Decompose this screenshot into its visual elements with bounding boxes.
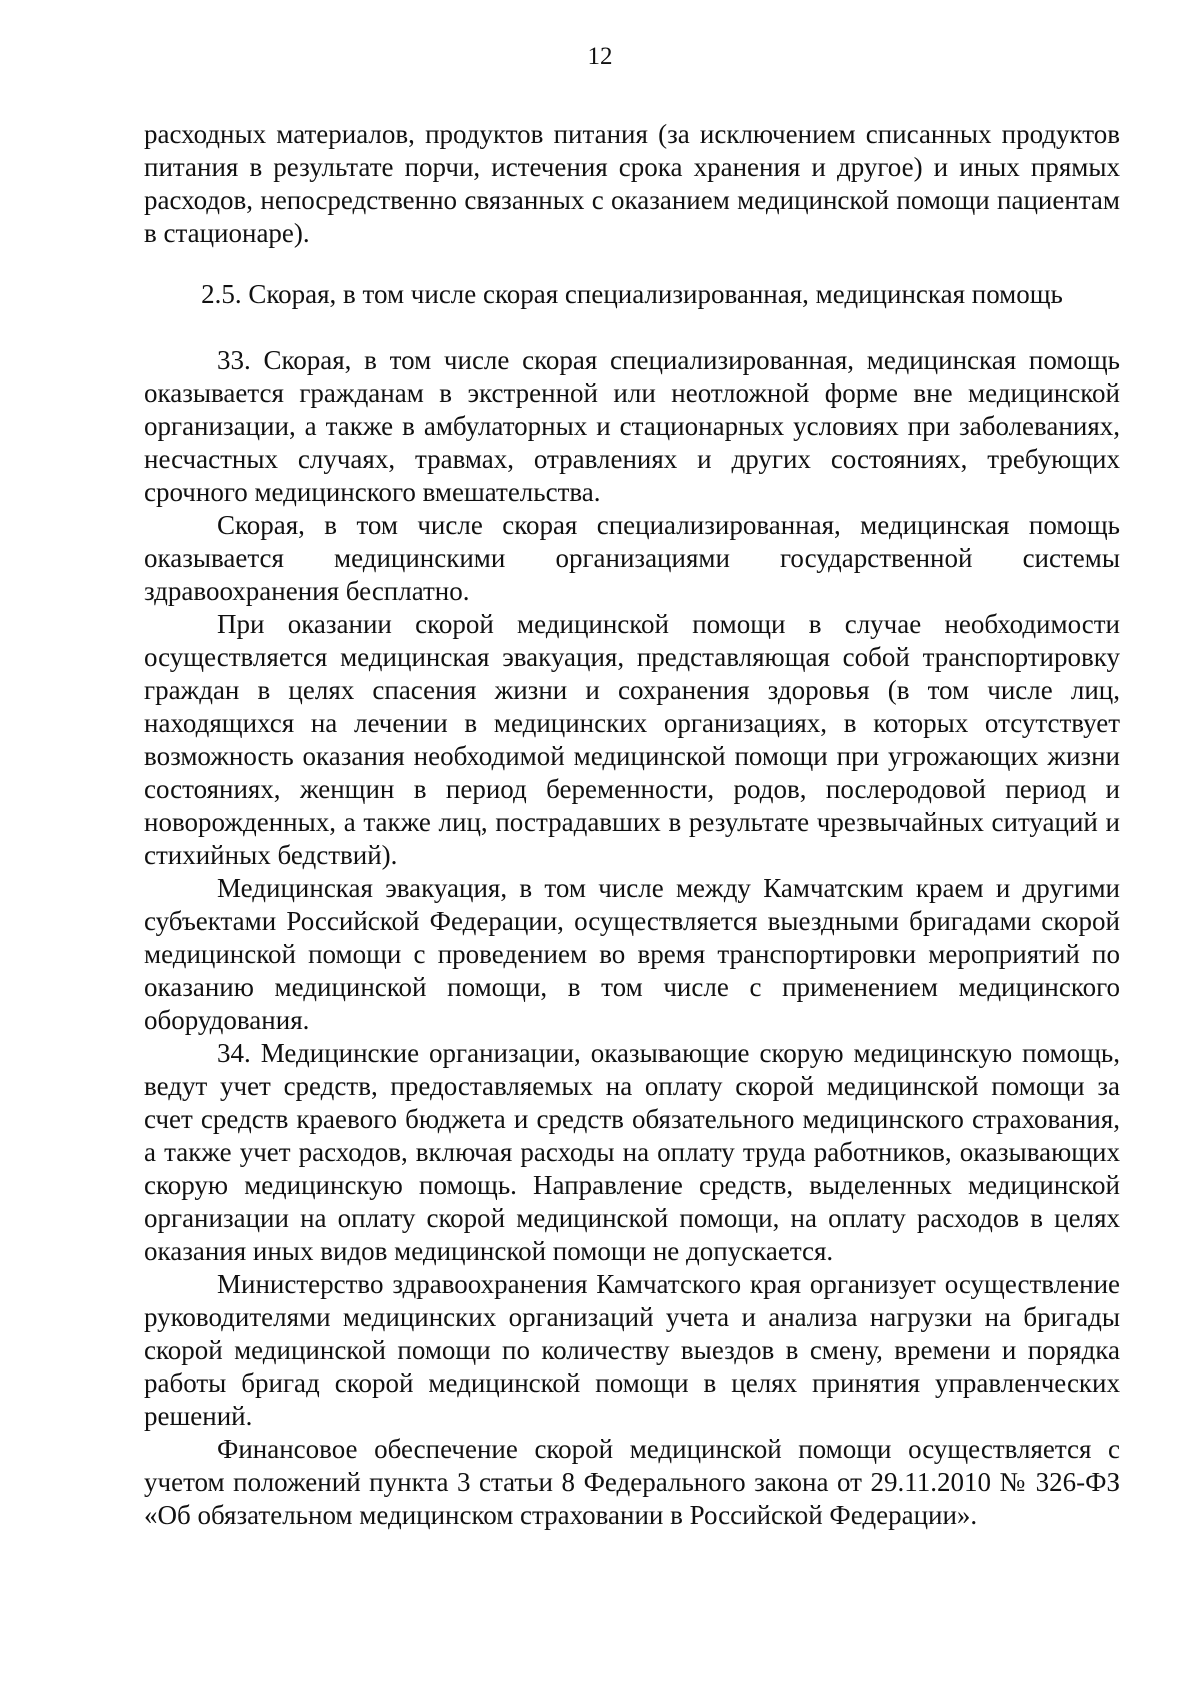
section-body [144, 344, 1120, 1532]
paragraph-item-33: 33. Скорая, в том числе скорая специализированная, медицинская помощь оказывается гражданам в экстренной или неотложной форме вне медицинской организации, а также в амбулаторных и стационарных условиях при заболеваниях, несчастных случаях, травмах, отравлениях и других состояниях, требующих срочного медицинского вмешательства. [144, 345, 1120, 507]
section-heading: 2.5. Скорая, в том числе скорая специализированная, медицинская помощь [201, 279, 1063, 309]
paragraph-item-34: 34. Медицинские организации, оказывающие скорую медицинскую помощь, ведут учет средств, предоставляемых на оплату скорой медицинской помощи за счет средств краевого бюджета и средств обязательного медицинского страхования, а также учет расходов, включая расходы на оплату труда работников, оказывающих скорую медицинскую помощь. Направление средств, выделенных медицинской организации на оплату скорой медицинской помощи, на оплату расходов в целях оказания иных видов медицинской помощи не допускается. [144, 1038, 1120, 1266]
intro-paragraph: расходных материалов, продуктов питания (за исключением списанных продуктов питания в результате порчи, истечения срока хранения и другое) и иных прямых расходов, непосредственно связанных с оказанием медицинской помощи пациентам в стационаре). [144, 119, 1120, 248]
page-number: 12 [587, 43, 613, 70]
intro-block [144, 118, 1120, 250]
paragraph-ministry: Министерство здравоохранения Камчатского края организует осуществление руководителями медицинских организаций учета и анализа нагрузки на бригады скорой медицинской помощи по количеству выездов в смену, времени и порядка работы бригад скорой медицинской помощи в целях принятия управленческих решений. [144, 1269, 1120, 1431]
paragraph-financing: Финансовое обеспечение скорой медицинской помощи осуществляется с учетом положений пункта 3 статьи 8 Федерального закона от 29.11.2010 № 326-ФЗ «Об обязательном медицинском страховании в Российской Федерации». [144, 1434, 1120, 1530]
paragraph-free-of-charge: Скорая, в том числе скорая специализированная, медицинская помощь оказывается медицинскими организациями государственной системы здравоохранения бесплатно. [144, 510, 1120, 606]
paragraph-medical-evacuation: При оказании скорой медицинской помощи в случае необходимости осуществляется медицинская эвакуация, представляющая собой транспортировку граждан в целях спасения жизни и сохранения здоровья (в том числе лиц, находящихся на лечении в медицинских организациях, в которых отсутствует возможность оказания необходимой медицинской помощи при угрожающих жизни состояниях, женщин в период беременности, родов, послеродовой период и новорожденных, а также лиц, пострадавших в результате чрезвычайных ситуаций и стихийных бедствий). [144, 609, 1120, 870]
paragraph-evacuation-between-regions: Медицинская эвакуация, в том числе между Камчатским краем и другими субъектами Российской Федерации, осуществляется выездными бригадами скорой медицинской помощи с проведением во время транспортировки мероприятий по оказанию медицинской помощи, в том числе с применением медицинского оборудования. [144, 873, 1120, 1035]
